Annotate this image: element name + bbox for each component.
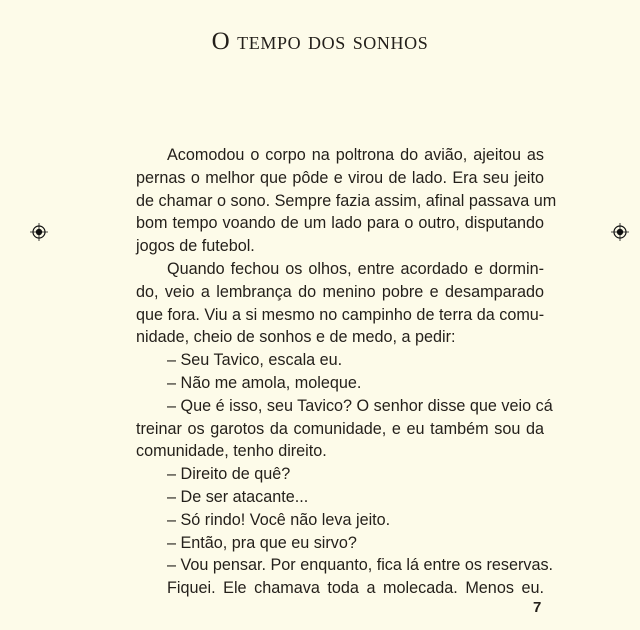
page-title: O tempo dos sonhos (211, 28, 429, 55)
text-line: – Só rindo! Você não leva jeito. (167, 510, 391, 529)
text-line: – Vou pensar. Por enquanto, fica lá entre os reservas. (167, 556, 554, 575)
body-text (136, 144, 557, 600)
text-line: Fiquei. Ele chamava toda a molecada. Menos eu. (167, 579, 544, 598)
text-line: – Então, pra que eu sirvo? (167, 533, 357, 552)
text-line: bom tempo voando de um lado para o outro, disputando (136, 214, 544, 233)
text-line: treinar os garotos da comunidade, e eu também sou da (136, 419, 544, 438)
registration-mark-icon-right (611, 223, 629, 241)
text-line: Acomodou o corpo na poltrona do avião, ajeitou as (167, 146, 544, 164)
page-number: 7 (533, 599, 542, 616)
text-line: nidade, cheio de sonhos e de medo, a pedir: (136, 328, 456, 347)
text-line: que fora. Viu a si mesmo no campinho de terra da comu- (136, 305, 545, 324)
text-line: – Que é isso, seu Tavico? O senhor disse que veio cá (167, 396, 553, 415)
text-line: – De ser atacante... (167, 487, 309, 506)
text-line: – Seu Tavico, escala eu. (167, 351, 343, 370)
text-line: pernas o melhor que pôde e virou de lado. Era seu jeito (136, 168, 544, 187)
text-line: Quando fechou os olhos, entre acordado e dormin- (167, 259, 544, 278)
text-line: do, veio a lembrança do menino pobre e desamparado (136, 282, 544, 301)
text-line: comunidade, tenho direito. (136, 442, 327, 461)
text-line: – Não me amola, moleque. (167, 373, 362, 392)
text-line: de chamar o sono. Sempre fazia assim, afinal passava um (136, 191, 557, 210)
text-line: – Direito de quê? (167, 465, 291, 484)
text-line: jogos de futebol. (136, 237, 255, 256)
registration-mark-icon-left (30, 223, 48, 241)
